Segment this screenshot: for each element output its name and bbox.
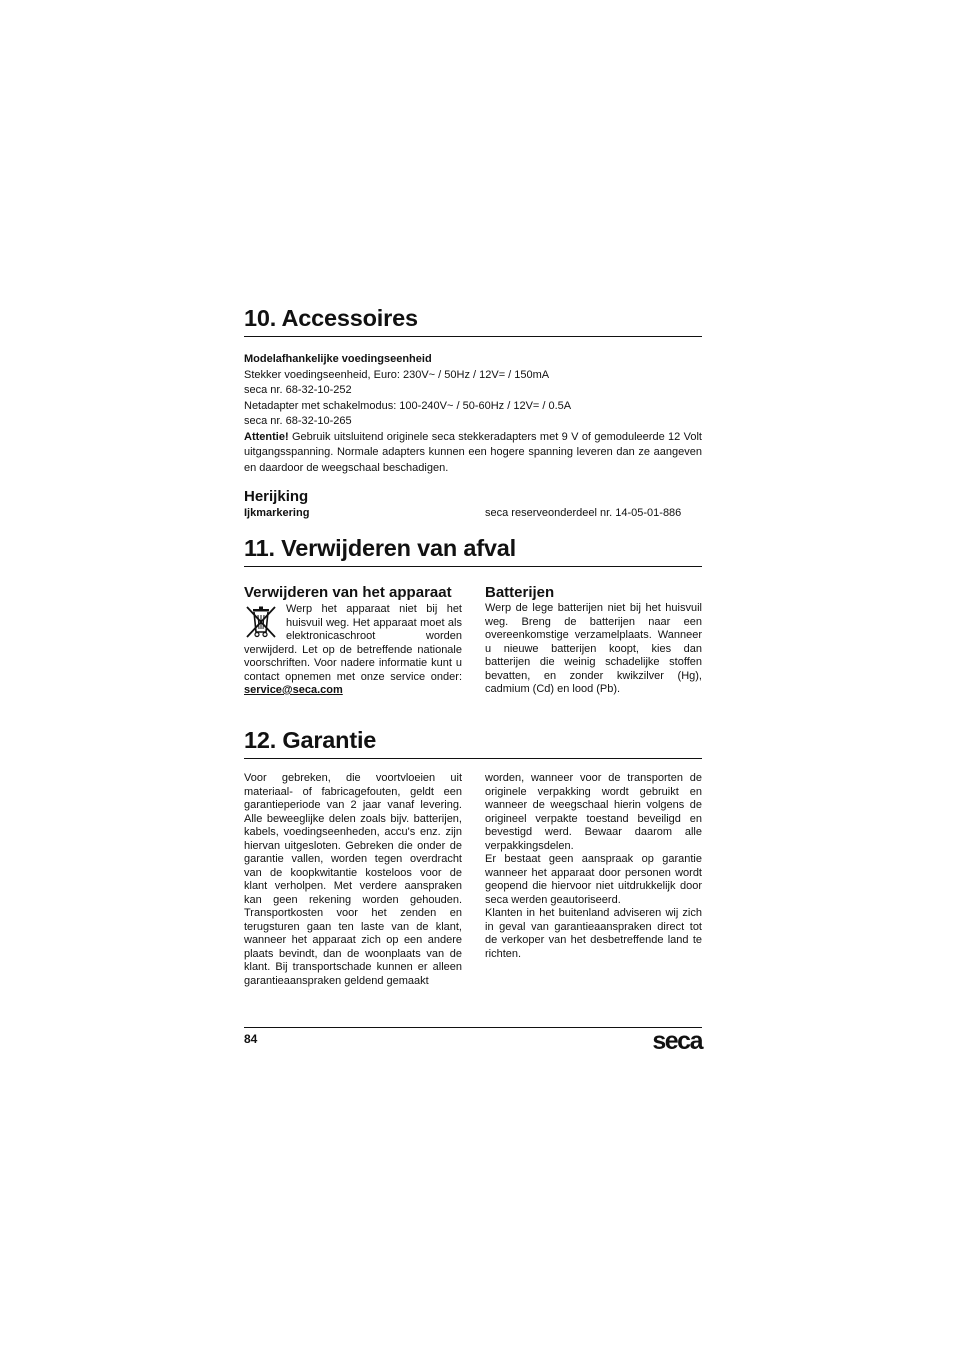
herijking-heading: Herijking [244,488,309,505]
accessoires-line: seca nr. 68-32-10-252 [244,384,352,396]
seca-logo: seca [652,1027,702,1055]
section-title-garantie: 12. Garantie [244,726,702,759]
batterijen-text: Werp de lege batterijen niet bij het huisvuil weg. Breng de batterijen naar een overeenkomstige verzamelplaats. Wanneer u nieuwe batterijen koopt, kies dan batterijen die weinig schadelijke stoffen bevatten, en zonder kwikzilver (Hg), cadmium (Cd) en lood (Pb). [485,602,702,695]
garantie-paragraph: worden, wanneer voor de transporten de originele verpakking wordt gebruikt en wanneer de weegschaal hierin volgens de origineel verpakte toestand beveiligd en bevestigd werd. Bewaar daarom alle verpakkingsdelen. [485,772,702,852]
attention-text: Gebruik uitsluitend originele seca stekkeradapters met 9 V of gemoduleerde 12 Volt uitgangsspanning. Normale adapters kunnen een hogere spanning leveren dan ze aangeven en daardoor de weegschaal beschadigen. [244,430,702,474]
garantie-right-column [485,772,702,961]
garantie-left-text: Voor gebreken, die voortvloeien uit materiaal- of fabricagefouten, geldt een garantieperiode van 2 jaar vanaf levering. Alle beweeglijke delen zoals bijv. batterijen, kabels, voedingseenheden, accu's enz. zijn hiervan uitgesloten. Gebreken die onder de garantie vallen, worden tegen overdracht van de koopkwitantie kosteloos voor de klant verholpen. Met verdere aanspraken kan geen rekening worden gehouden. Transportkosten voor het zenden en terugsturen gaan ten laste van de klant, wanneer het apparaat zich op een andere plaats bevindt, dan de woonplaats van de klant. Bij transportschade kunnen er alleen garantieaanspraken geldend gemaakt [244,772,462,987]
section-title-afval: 11. Verwijderen van afval [244,534,702,567]
garantie-paragraph: Klanten in het buitenland adviseren wij zich in geval van garantieaanspraken direct tot de verkoper van het desbetreffende land te richten. [485,907,702,960]
accessoires-line: Netadapter met schakelmodus: 100-240V~ / 50-60Hz / 12V= / 0.5A [244,399,572,412]
apparaat-column [244,583,462,698]
apparaat-heading: Verwijderen van het apparaat [244,584,452,601]
document-page [244,0,702,1347]
apparaat-paragraph [244,603,462,698]
garantie-paragraph: Er bestaat geen aanspraak op garantie wanneer het apparaat door personen wordt geopend die hiervoor niet uitdrukkelijk door seca werden geautoriseerd. [485,853,702,906]
attention-paragraph [244,430,702,477]
footer-divider [244,1027,702,1028]
accessoires-body [244,352,702,476]
ijk-value: seca reserveonderdeel nr. 14-05-01-886 [485,507,682,519]
accessoires-line: seca nr. 68-32-10-265 [244,415,352,427]
ijk-label: Ijkmarkering [244,507,310,519]
batterijen-heading: Batterijen [485,584,555,601]
batterijen-column [485,583,702,697]
page-number: 84 [244,1032,258,1046]
attention-label: Attentie! [244,430,289,443]
section-title-accessoires: 10. Accessoires [244,304,702,337]
accessoires-subheading: Modelafhankelijke voedingseenheid [244,353,432,365]
apparaat-text: Werp het apparaat niet bij het huisvuil weg. Het apparaat moet als elektronicaschroot worden verwijderd. Let op de betreffende nationale voorschriften. Voor nadere informatie kunt u contact opnemen met onze service onder: [244,603,462,683]
crossed-out-bin-icon [244,605,280,639]
accessoires-line: Stekker voedingseenheid, Euro: 230V~ / 50Hz / 12V= / 150mA [244,368,550,381]
service-email-link[interactable]: service@seca.com [244,684,343,696]
